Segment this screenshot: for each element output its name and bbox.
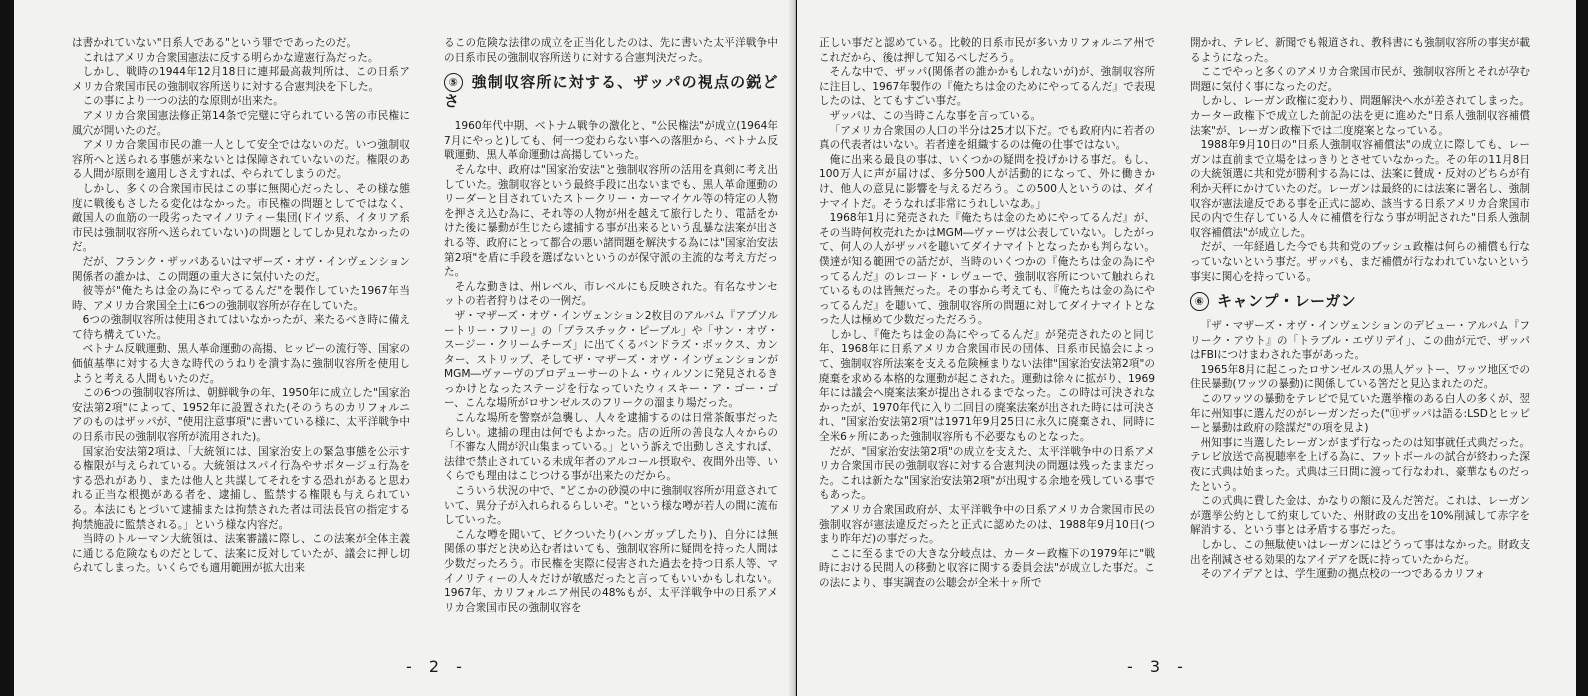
paragraph: しかし、戦時の1944年12月18日に連邦最高裁判所は、この日系アメリカ合衆国市民の強制収容所送りに対する合憲判決を下した。 <box>72 66 410 93</box>
paragraph: これはアメリカ合衆国憲法に反する明らかな違憲行為だった。 <box>82 51 379 64</box>
paragraph: そんな中、政府は"国家治安法"と強制収容所の活用を真剣に考え出していた。強制収容という最終手段に出ないまでも、黒人革命運動のリーダーと目されていたストークリー・カーマイケル等の特定の人物を押さえ込む為に、それ等の人物が州を越えて旅行したり、電話をかけた後に暴動が生じたら逮捕する事が出来るという乱暴な法案が出される等、政府にとって都合の悪い諸問題を解決する為には"国家治安法第2項"を盾に手段を選ばないというのが保守派の主流的な考え方だった。 <box>444 163 778 279</box>
section-number: ⑤ <box>444 73 463 92</box>
paragraph: アメリカ合衆国政府が、太平洋戦争中の日系アメリカ合衆国市民の強制収容が憲法違反だったと正式に認めたのは、1988年9月10日(つまり昨年だ)の事だった。 <box>819 504 1155 546</box>
paragraph: この式典に費した金は、かなりの額に及んだ筈だ。これは、レーガンが選挙公約として約束していた、州財政の支出を10%削減して赤字を解消する、という事とは矛盾する事だった。 <box>1190 495 1530 537</box>
paragraph: 1965年8月に起こったロサンゼルスの黒人ゲットー、ワッツ地区での住民暴動(ワッツの暴動)に関係している筈だと見込まれたのだ。 <box>1190 363 1530 391</box>
paragraph: 「アメリカ合衆国の人口の半分は25才以下だ。でも政府内に若者の真の代表者はいない。若者達を組織するのは俺の仕事ではない。 <box>819 124 1155 152</box>
paragraph: 6つの強制収容所は使用されてはいなかったが、来たるべき時に備えて待ち構えていた。 <box>72 314 410 341</box>
paragraph: ザ・マザーズ・オヴ・インヴェンション2枚目のアルバム『アブソルートリー・フリー』の「プラスチック・ピープル」や「サン・オヴ・スージー・クリームチーズ」に出てくるバンドラズ・ボックス、カンター、ストリップ、そしてザ・マザーズ・オヴ・インヴェンションがMGM―ヴァーヴのプロデューサーのトム・ウィルソンに発見されるきっかけとなったステージを行なっていたウィスキー・ア・ゴー・ゴー、こんな場所がロサンゼルスのフリークの溜まり場だった。 <box>444 309 778 410</box>
paragraph: アメリカ合衆国市民の誰一人として安全ではないのだ。いつ強制収容所へと送られる事態が来ないとは保障されていないのだ。権限のある人間が原則を適用しさえすれば、やられてしまうのだ。 <box>72 139 410 181</box>
paragraph: こういう状況の中で、"どこかの砂漠の中に強制収容所が用意されていて、異分子が入れられるらしいぞ。"という様な噂が若人の間に流布していった。 <box>444 485 778 527</box>
right-page <box>797 0 1576 696</box>
paragraph: こんな場所を警察が急襲し、人々を逮捕するのは日常茶飯事だったらしい。逮捕の理由は何でもよかった。店の近所の善良な人々からの「不審な人間が沢山集まっている。」という訴えで出動しさえすれば、法律で禁止されている未成年者のアルコール摂取や、夜間外出等、いくらでも理由はこじつける事が出来たのだから。 <box>444 412 778 483</box>
paragraph: 国家治安法第2項は、「大統領には、国家治安上の緊急事態を公示する権限が与えられている。大統領はスパイ行為やサボタージュ行為をする恐れがあり、または他人と共謀してそれをする恐れがあると思われる正当な根拠がある者を、逮捕し、監禁する権限も与えられている。本法にもとづいて逮捕または拘禁された者は司法長官の指定する拘禁施設に監禁される。」という様な内容だ。 <box>72 445 410 531</box>
paragraph: 『ザ・マザーズ・オヴ・インヴェンションのデビュー・アルバム『フリーク・アウト』の「トラブル・エヴリデイ」、この曲が元で、ザッパはFBIにつけまわされた事があった。 <box>1190 320 1530 362</box>
paragraph: しかし、『俺たちは金の為にやってるんだ』が発売されたのと同じ年、1968年に日系アメリカ合衆国市民の団体、日系市民協会によって、強制収容所法案を支える危険極まりない法律"国家治安法第2項"の廃棄を求める本格的な運動が起こされた。運動は徐々に拡がり、1969年には議会へ廃案法案が提出されるまでなった。この時は可決されなかったが、1970年代に入り二回目の廃案法案が出された時には可決され、"国家治安法第2項"は1971年9月25日に永久に廃棄され、同時に全米6ヶ所にあった強制収容所も不必要なものとなった。 <box>819 328 1155 444</box>
paragraph: ザッパは、この当時こんな事を言っている。 <box>829 109 1042 122</box>
paragraph: しかし、レーガン政権に変わり、問題解決へ水が差されてしまった。カーター政権下で成立した前記の法を更に進めた"日系人強制収容補償法案"が、レーガン政権下では二度廃案となっている。 <box>1190 95 1530 137</box>
paragraph: 開かれ、テレビ、新聞でも報道され、教科書にも強制収容所の事実が載るようになった。 <box>1190 37 1530 64</box>
paragraph: だが、一年経過した今でも共和党のブッシュ政権は何らの補償も行なっていないという事だ。ザッパも、まだ補償が行なわれていないという事実に関心を持っている。 <box>1190 241 1530 283</box>
paragraph: 彼等が"俺たちは金の為にやってるんだ"を製作していた1967年当時、アメリカ合衆国全土に6つの強制収容所が存在していた。 <box>72 285 410 312</box>
section-heading-5 <box>444 73 778 111</box>
paragraph: この事により一つの法的な原則が出来た。 <box>82 95 284 108</box>
left-column-2 <box>444 36 778 646</box>
paragraph: この6つの強制収容所は、朝鮮戦争の年、1950年に成立した"国家治安法第2項"によって、1952年に設置された(そのうちのカリフォルニアのものはザッパが、"使用注意事項"に書いている様に、太平洋戦争中の日系市民の強制収容所が流用された)。 <box>72 387 410 444</box>
left-page <box>14 0 796 696</box>
paragraph: そんな中で、ザッパ(関係者の誰かかもしれないが)が、強制収容所に注目し、1967年製作の『俺たちは金のためにやってるんだ』で表現したのは、とてもすごい事だ。 <box>819 66 1155 108</box>
paragraph: 1988年9月10日の"日系人強制収容補償法"の成立に際しても、レーガンは直前まで立場をはっきりとさせていなかった。その年の11月8日の大統領選に共和党が勝利する為には、法案に賛成・反対のどちらが有利か天秤にかけていたのだ。レーガンは最終的には法案に署名し、強制収容が憲法違反である事を正式に認め、該当する日系アメリカ合衆国市民の内で生存している人々に補償を行なう事が明記された"日系人強制収容補償法"が成立した。 <box>1190 139 1530 239</box>
paragraph: アメリカ合衆国憲法修正第14条で完璧に守られている筈の市民権に風穴が開いたのだ。 <box>72 109 410 137</box>
paragraph: だが、フランク・ザッパあるいはマザーズ・オヴ・インヴェンション関係者の誰かは、この問題の重大さに気付いたのだ。 <box>72 255 410 283</box>
paragraph: は書かれていない"日系人である"という罪でであったのだ。 <box>72 37 358 49</box>
paragraph: そのアイデアとは、学生運動の拠点校の一つであるカリフォ <box>1200 568 1486 581</box>
left-column-1 <box>72 36 410 646</box>
paragraph: だが、"国家治安法第2項"の成立を支えた、太平洋戦争中の日系アメリカ合衆国市民の強制収容に対する合憲判決の問題は残ったままだった。これは新たな"国家治安法第2項"が出現する余地を残している事でもあった。 <box>819 445 1155 502</box>
paragraph: ここでやっと多くのアメリカ合衆国市民が、強制収容所とそれが孕む問題に気付く事になったのだ。 <box>1190 66 1530 93</box>
section-heading-6 <box>1190 292 1530 311</box>
paragraph: 俺に出来る最良の事は、いくつかの疑問を投げかける事だ。もし、100万人に声が届けば、多分500人が活動的になって、外に働きかけ、他人の意見に影響を与えるだろう。この500人というのは、ダイナマイトだ。そうなれば非常にうれしいなあ。」 <box>819 153 1155 210</box>
paragraph: しかし、この無駄使いはレーガンにはどうって事はなかった。財政支出を削減させる効果的なアイデアを既に持っていたからだ。 <box>1190 539 1530 566</box>
section-title: キャンプ・レーガン <box>1217 292 1357 311</box>
right-column-2 <box>1190 36 1530 646</box>
paragraph: 1968年1月に発売された『俺たちは金のためにやってるんだ』が、その当時何枚売れたかはMGM―ヴァーヴは公表していない。したがって、何人の人がザッパを聴いてダイナマイトとなったかも判らない。僕達が知る範囲での話だが、当時のいくつかの『俺たちは金の為にやってるんだ』のレコード・レヴューで、強制収容所について触れられているものは皆無だった。その事から考えても、『俺たちは金の為にやってるんだ』を聴いて、強制収容所の問題に対してダイナマイトとなった人は極めて少数だっただろう。 <box>819 212 1155 327</box>
section-title: 強制収容所に対する、ザッパの視点の鋭どさ <box>444 73 778 111</box>
paragraph: 州知事に当選したレーガンがまず行なったのは知事就任式典だった。テレビ放送で高視聴率を上げる為に、フットボールの試合が終わった深夜に式典は始まった。式典は三日間に渡って行なわれ、豪華なものだったという。 <box>1190 436 1530 493</box>
paragraph: ベトナム反戦運動、黒人革命運動の高揚、ヒッピーの流行等、国家の価値基準に対する大きな時代のうねりを潰す為に強制収容所を使用しようと考える人間もいたのだ。 <box>72 343 410 385</box>
paragraph: 正しい事だと認めている。比較的日系市民が多いカリフォルニア州でこれだから、後は押して知るべしだろう。 <box>819 37 1155 64</box>
paragraph: 当時のトルーマン大統領は、法案審議に際し、この法案が全体主義に通じる危険なものだとして、法案に反対していたが、議会に押し切られてしまった。いくらでも適用範囲が拡大出来 <box>72 533 410 575</box>
page-number: - 2 - <box>406 657 468 676</box>
paragraph: しかし、多くの合衆国市民はこの事に無関心だったし、その様な態度に戦後もさしたる変化はなかった。市民権の問題としてではなく、敵国人の血筋の一段劣ったマイノリティー集団(ドイツ系、イタリア系市民は強制収容所へ送られていない)の問題としてしか見れなかったのだ。 <box>72 182 410 254</box>
right-column-1 <box>819 36 1155 646</box>
paragraph: 1960年代中期、ベトナム戦争の激化と、"公民権法"が成立(1964年7月にやっと)しても、何一つ変わらない事への落胆から、ベトナム反戦運動、黒人革命運動は高揚していった。 <box>444 120 778 162</box>
section-number: ⑥ <box>1190 292 1209 311</box>
paragraph: るこの危険な法律の成立を正当化したのは、先に書いた太平洋戦争中の日系市民の強制収容所送りに対する合憲判決だった。 <box>444 37 778 64</box>
paragraph: こんな噂を聞いて、ビクついたり(ハンガップしたり)、自分には無関係の事だと決め込む者はいても、強制収容所に疑問を持った人間は少数だったろう。市民権を実際に侵害された過去を持つ日系人等、マイノリティーの人々だけが敏感だったと言ってもいいかもしれない。1967年、カリフォルニア州民の48%もが、太平洋戦争中の日系アメリカ合衆国市民の強制収容を <box>444 528 778 614</box>
page-number: - 3 - <box>1127 657 1189 676</box>
paragraph: そんな動きは、州レベル、市レベルにも反映された。有名なサンセットの若者狩りはその一例だ。 <box>444 280 778 308</box>
paragraph: このワッツの暴動をテレビで見ていた選挙権のある白人の多くが、翌年に州知事に選んだのがレーガンだった("⑪ザッパは語る:LSDとヒッピーと暴動は政府の陰謀だ"の項を見よ) <box>1190 393 1530 435</box>
paragraph: ここに至るまでの大きな分岐点は、カーター政権下の1979年に"戦時における民間人の移動と収容に関する委員会法"が成立した事だ。この法により、事実調査の公聴会が全米十ヶ所で <box>819 547 1155 589</box>
